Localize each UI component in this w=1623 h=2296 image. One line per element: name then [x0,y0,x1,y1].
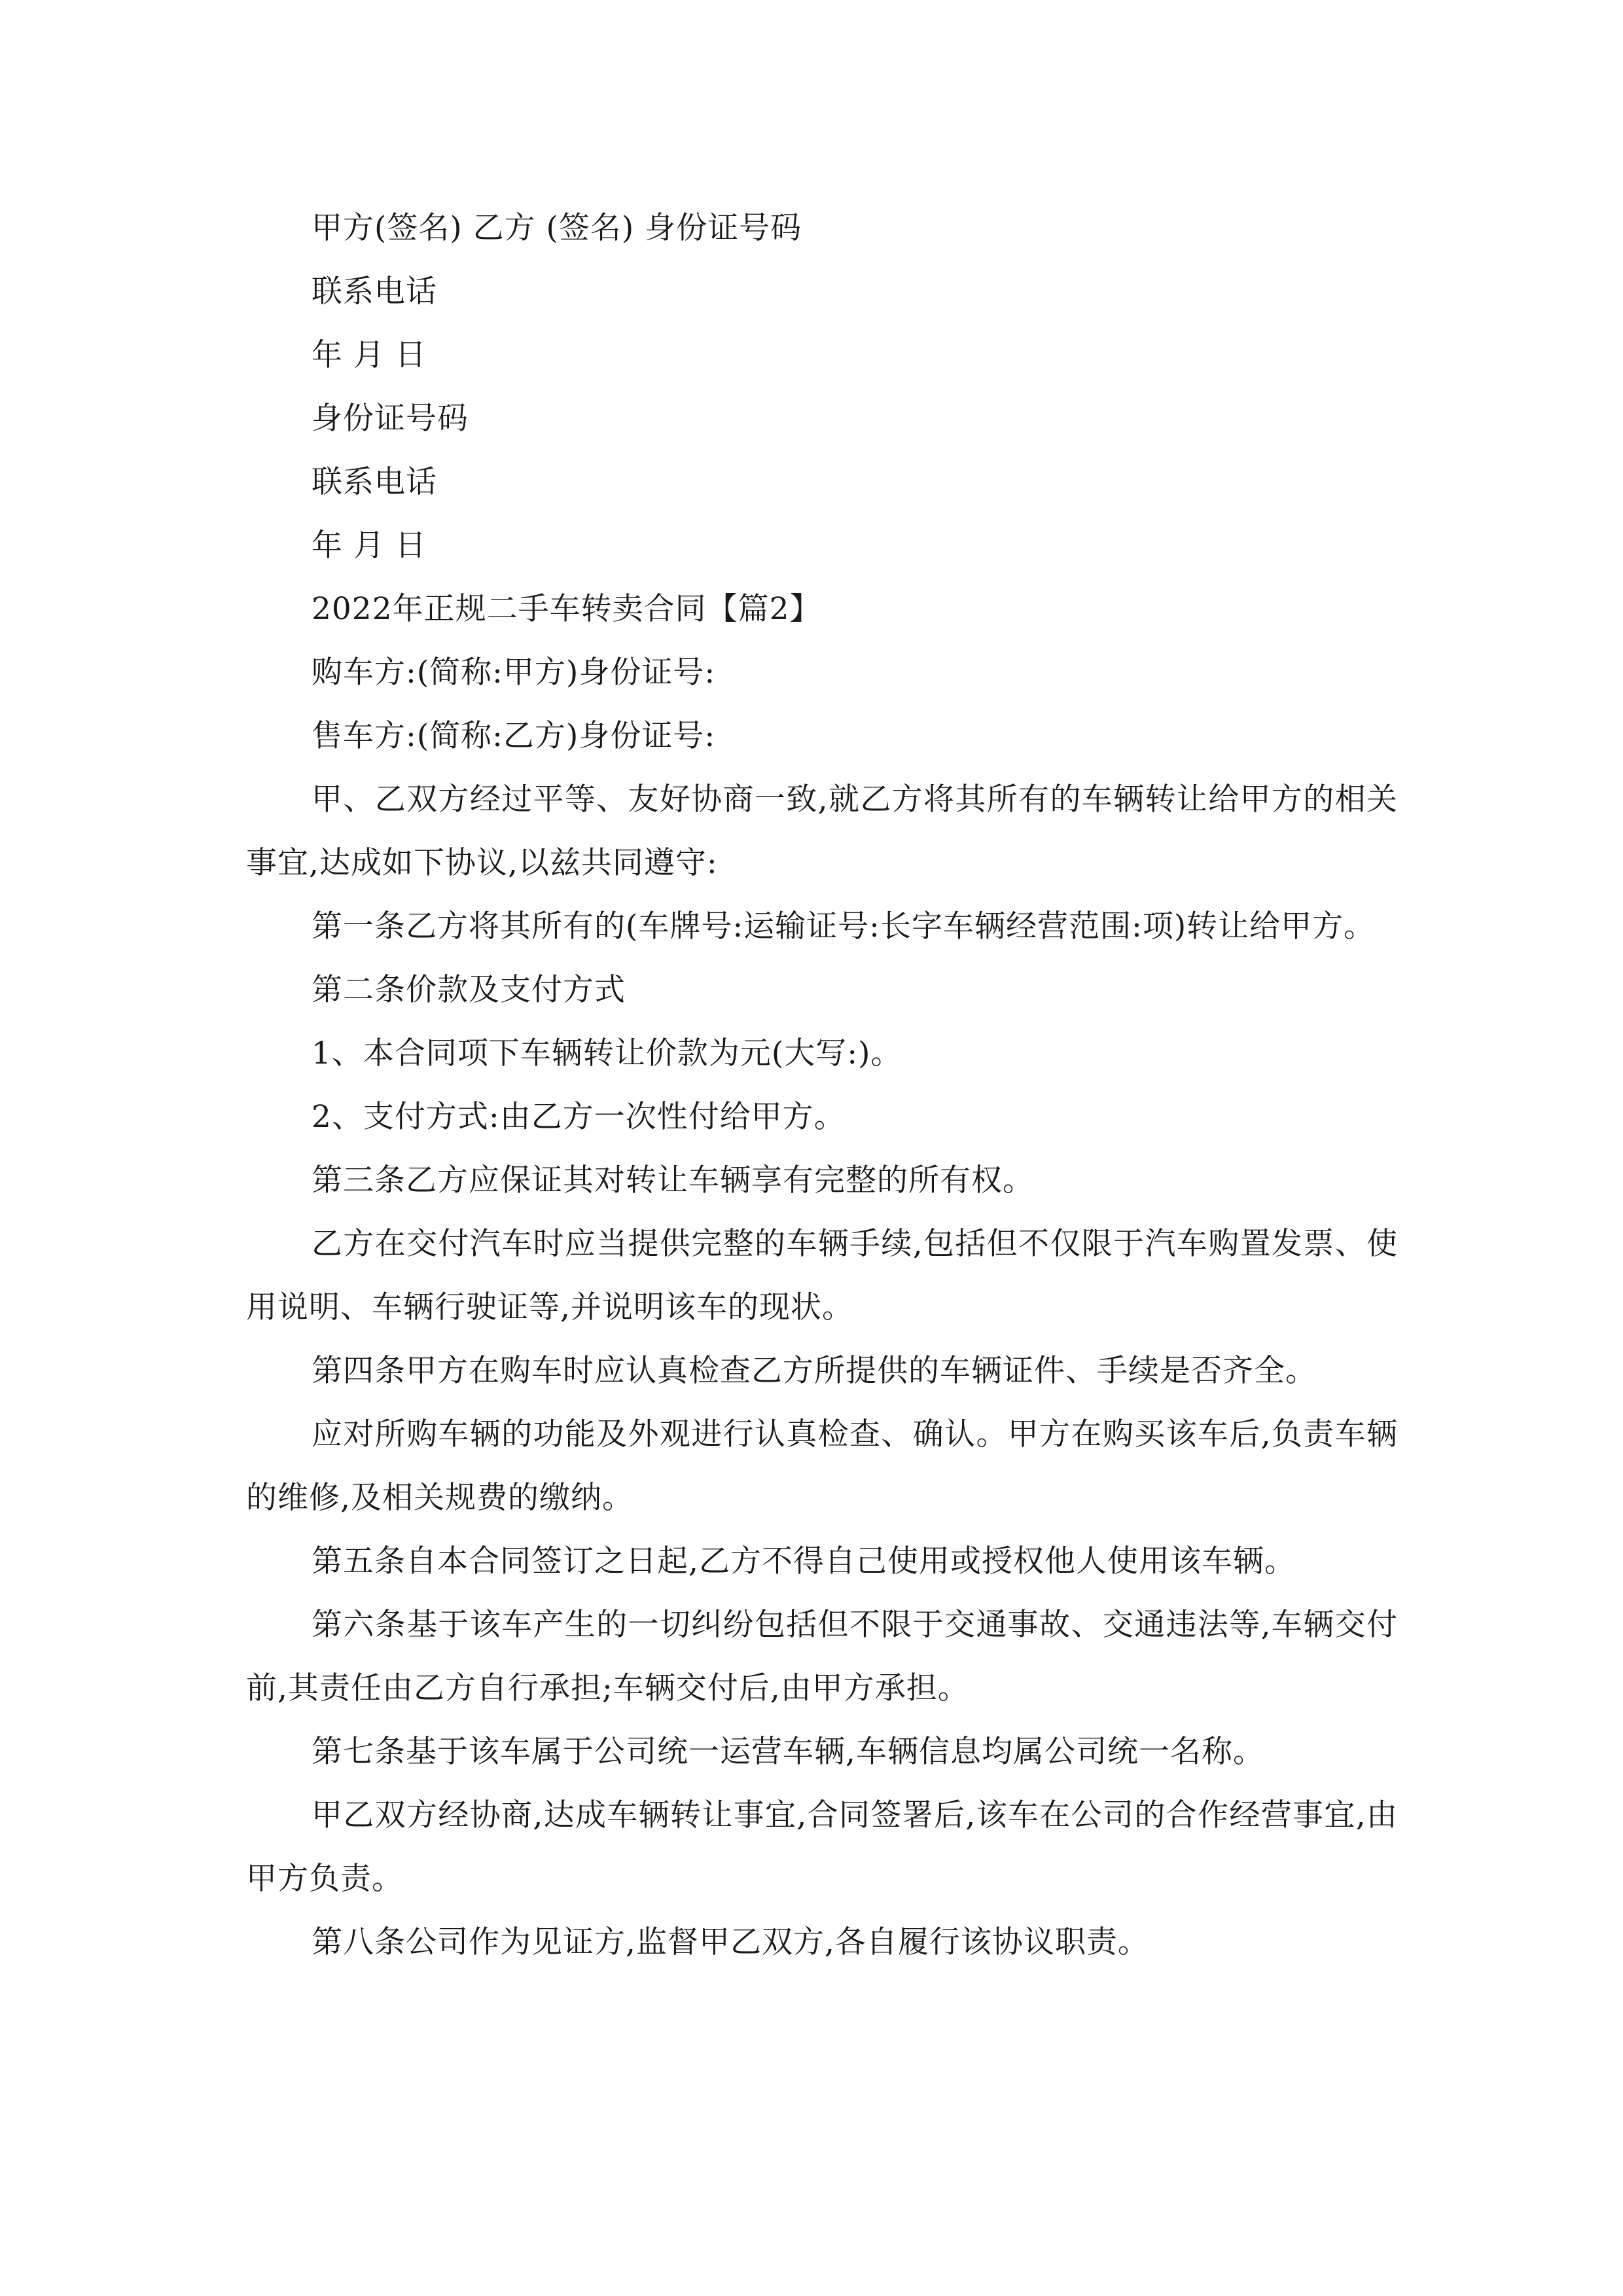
article-8-paragraph: 第八条公司作为见证方,监督甲乙双方,各自履行该协议职责。 [312,1924,1149,1960]
preamble-paragraph: 甲、乙双方经过平等、友好协商一致,就乙方将其所有的车辆转让给甲方的相关事宜,达成如下协议,以兹共同遵守: [246,781,1398,881]
article-7-detail: 甲乙双方经协商,达成车辆转让事宜,合同签署后,该车在公司的合作经营事宜,由甲方负责。 [246,1797,1398,1897]
document-body [246,196,1398,1974]
article-1-paragraph: 第一条乙方将其所有的(车牌号:运输证号:长字车辆经营范围:项)转让给甲方。 [312,908,1376,944]
signature-line: 甲方(签名) 乙方 (签名) 身份证号码 [312,210,802,246]
article-5-paragraph: 第五条自本合同签订之日起,乙方不得自己使用或授权他人使用该车辆。 [312,1543,1296,1579]
article-7-paragraph: 第七条基于该车属于公司统一运营车辆,车辆信息均属公司统一名称。 [312,1734,1264,1770]
article-3-detail: 乙方在交付汽车时应当提供完整的车辆手续,包括但不仅限于汽车购置发票、使用说明、车辆行驶证等,并说明该车的现状。 [246,1226,1398,1325]
article-2-item-1: 1、本合同项下车辆转让价款为元(大写:)。 [312,1035,902,1071]
id-number-line: 身份证号码 [312,401,469,437]
article-2-item-2: 2、支付方式:由乙方一次性付给甲方。 [312,1099,846,1135]
article-4-detail: 应对所购车辆的功能及外观进行认真检查、确认。甲方在购买该车后,负责车辆的维修,及相关规费的缴纳。 [246,1416,1398,1516]
article-2-heading: 第二条价款及支付方式 [312,972,626,1008]
article-3-paragraph: 第三条乙方应保证其对转让车辆享有完整的所有权。 [312,1162,1034,1198]
article-6-paragraph: 第六条基于该车产生的一切纠纷包括但不限于交通事故、交通违法等,车辆交付前,其责任由乙方自行承担;车辆交付后,由甲方承担。 [246,1607,1398,1706]
date-line: 年 月 日 [312,528,427,564]
date-line: 年 月 日 [312,337,427,373]
article-4-paragraph: 第四条甲方在购车时应认真检查乙方所提供的车辆证件、手续是否齐全。 [312,1353,1317,1389]
contact-phone-line: 联系电话 [312,274,437,310]
seller-line: 售车方:(简称:乙方)身份证号: [312,718,716,754]
buyer-line: 购车方:(简称:甲方)身份证号: [312,655,716,691]
contract-title: 2022年正规二手车转卖合同【篇2】 [312,591,821,627]
contact-phone-line: 联系电话 [312,464,437,500]
